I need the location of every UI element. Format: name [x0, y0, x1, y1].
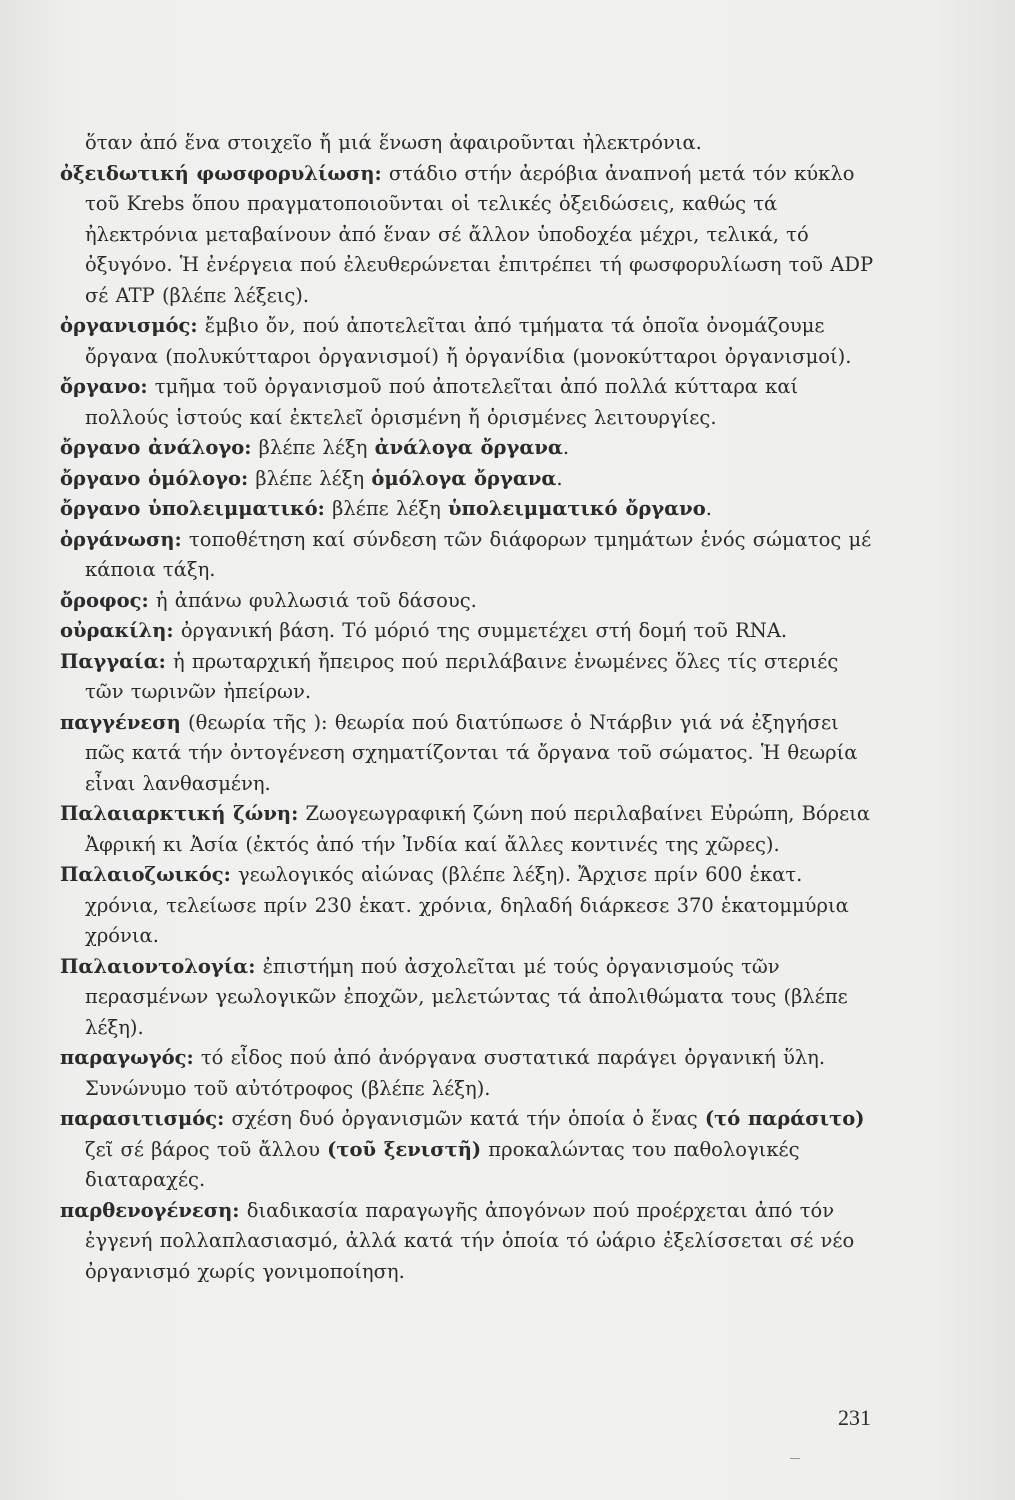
glossary-entry — [60, 616, 880, 647]
page-mark — [790, 1458, 800, 1459]
glossary-entry — [60, 1104, 880, 1196]
entry-definition: τό εἶδος πού ἀπό ἀνόργανα συστατικά παράγει ὀργανική ὕλη. Συνώνυμο τοῦ αὐτότροφος (βλέπε λέξη). — [85, 1046, 826, 1100]
glossary-entry — [60, 525, 880, 586]
glossary-entry — [60, 159, 880, 312]
entry-term: ὄργανο ἀνάλογο: — [60, 436, 252, 459]
entry-term: παραγωγός: — [60, 1046, 194, 1069]
entry-definition: διαδικασία παραγωγῆς ἀπογόνων πού προέρχεται ἀπό τόν ἐγγενή πολλαπλασιασμό, ἀλλά κατά τήν ὁποία τό ὠάριο ἐξελίσσεται σέ νέο ὀργανισμό χωρίς γονιμοποίηση. — [85, 1198, 855, 1283]
entry-definition: προκαλώντας του παθολογικές διαταραχές. — [85, 1137, 800, 1191]
entry-term: ὄργανο: — [60, 375, 148, 398]
entry-definition: γεωλογικός αἰώνας (βλέπε λέξη). Ἄρχισε πρίν 600 ἑκατ. χρόνια, τελείωσε πρίν 230 ἑκατ. χρόνια, δηλαδή διάρκεσε 370 ἑκατομμύρια χρόνια. — [85, 863, 849, 947]
entry-cross-reference: (τοῦ ξενιστῆ) — [327, 1137, 482, 1161]
entry-cross-reference: (τό παράσιτο) — [704, 1107, 865, 1130]
entry-definition: ἡ ἀπάνω φυλλωσιά τοῦ δάσους. — [148, 588, 477, 612]
entry-term: ὀξειδωτική φωσφορυλίωση: — [60, 161, 382, 185]
entry-term: ὀργανισμός: — [60, 314, 198, 337]
page-number: 231 — [838, 1405, 871, 1430]
glossary-entry — [60, 708, 880, 800]
entry-definition: ἔμβιο ὄν, πού ἀποτελεῖται ἀπό τμήματα τά ὁποῖα ὀνομάζουμε ὄργανα (πολυκύτταροι ὀργανισμοί) ἤ ὀργανίδια (μονοκύτταροι ὀργανισμοί). — [85, 314, 852, 368]
entry-cross-reference: ἀνάλογα ὄργανα — [374, 436, 563, 459]
entry-definition: (θεωρία τῆς ): θεωρία πού διατύπωσε ὁ Ντάρβιν γιά νά ἐξηγήσει πῶς κατά τήν ὀντογένεση σχηματίζονται τά ὄργανα τοῦ σώματος. Ἡ θεωρία εἶναι λανθασμένη. — [85, 710, 858, 795]
glossary-entry — [60, 647, 880, 708]
glossary-entry-continuation — [60, 128, 880, 159]
glossary-entry — [60, 952, 880, 1044]
entry-definition: στάδιο στήν ἀερόβια ἀναπνοή μετά τόν κύκλο τοῦ Krebs ὅπου πραγματοποιοῦνται οἱ τελικές ὀξειδώσεις, καθώς τά ἠλεκτρόνια μεταβαίνουν ἀπό ἕναν σέ ἄλλον ὑποδοχέα μέχρι, τελικά, τό ὀξυγόνο. Ἡ ἐνέργεια πού ἐλευθερώνεται ἐπιτρέπει τή φωσφορυλίωση τοῦ ADP σέ ATP (βλέπε λέξεις). — [85, 161, 874, 307]
entry-definition: βλέπε λέξη — [324, 497, 449, 520]
entry-cross-reference: ὑπολειμματικό ὄργανο — [448, 497, 706, 520]
entry-definition: βλέπε λέξη — [251, 436, 375, 459]
entry-definition: βλέπε λέξη — [248, 466, 372, 490]
entry-definition: ὅταν ἀπό ἕνα στοιχεῖο ἤ μιά ἕνωση ἀφαιροῦνται ἠλεκτρόνια. — [85, 131, 702, 154]
entry-term: Παλαιοζωικός: — [60, 863, 231, 886]
entry-term: ὄροφος: — [60, 588, 149, 612]
glossary-entry — [60, 799, 880, 860]
entry-punctuation: . — [556, 466, 563, 490]
glossary-entry — [60, 1043, 880, 1104]
entry-definition: σχέση δυό ὀργανισμῶν κατά τήν ὁποία ὁ ἕνας — [224, 1107, 705, 1130]
entry-definition: τμῆμα τοῦ ὀργανισμοῦ πού ἀποτελεῖται ἀπό πολλά κύτταρα καί πολλούς ἱστούς καί ἐκτελεῖ ὁρισμένη ἤ ὁρισμένες λειτουργίες. — [85, 375, 799, 429]
entry-punctuation: . — [562, 436, 570, 459]
glossary-entry — [60, 433, 880, 464]
entry-term: Παλαιοντολογία: — [60, 954, 256, 978]
entry-term: παρθενογένεση: — [60, 1198, 240, 1222]
entry-term: παγγένεση — [60, 710, 181, 734]
entry-term: Παγγαία: — [60, 649, 166, 673]
entry-term: ὄργανο ὑπολειμματικό: — [60, 497, 325, 520]
glossary-entry — [60, 586, 880, 617]
glossary-entry — [60, 372, 880, 433]
glossary-entry — [60, 1196, 880, 1288]
entry-term: ὄργανο ὁμόλογο: — [60, 466, 249, 490]
entry-cross-reference: ὁμόλογα ὄργανα — [371, 466, 557, 490]
glossary-entry — [60, 464, 880, 495]
entry-definition: ὀργανική βάση. Τό μόριό της συμμετέχει στή δομή τοῦ RNA. — [173, 619, 788, 642]
glossary-entry — [60, 494, 880, 525]
glossary-entry — [60, 311, 880, 372]
entry-definition: τοποθέτηση καί σύνδεση τῶν διάφορων τμημάτων ἑνός σώματος μέ κάποια τάξη. — [85, 527, 872, 581]
glossary-text — [60, 128, 880, 1287]
entry-term: Παλαιαρκτική ζώνη: — [60, 802, 299, 825]
entry-term: παρασιτισμός: — [60, 1107, 225, 1130]
glossary-entry — [60, 860, 880, 952]
entry-term: οὐρακίλη: — [60, 619, 174, 642]
entry-definition: ἡ πρωταρχική ἤπειρος πού περιλάβαινε ἑνωμένες ὅλες τίς στεριές τῶν τωρινῶν ἠπείρων. — [85, 649, 839, 703]
entry-punctuation: . — [705, 497, 712, 520]
entry-definition: ζεῖ σέ βάρος τοῦ ἄλλου — [85, 1137, 328, 1161]
entry-definition: ἐπιστήμη πού ἀσχολεῖται μέ τούς ὀργανισμούς τῶν περασμένων γεωλογικῶν ἐποχῶν, μελετώντας τά ἀπολιθώματα τους (βλέπε λέξη). — [85, 954, 848, 1039]
entry-definition: Ζωογεωγραφική ζώνη πού περιλαβαίνει Εὐρώπη, Βόρεια Ἀφρική κι Ἀσία (ἐκτός ἀπό τήν Ἰνδία καί ἄλλες κοντινές της χῶρες). — [85, 802, 871, 856]
entry-term: ὀργάνωση: — [60, 527, 182, 551]
